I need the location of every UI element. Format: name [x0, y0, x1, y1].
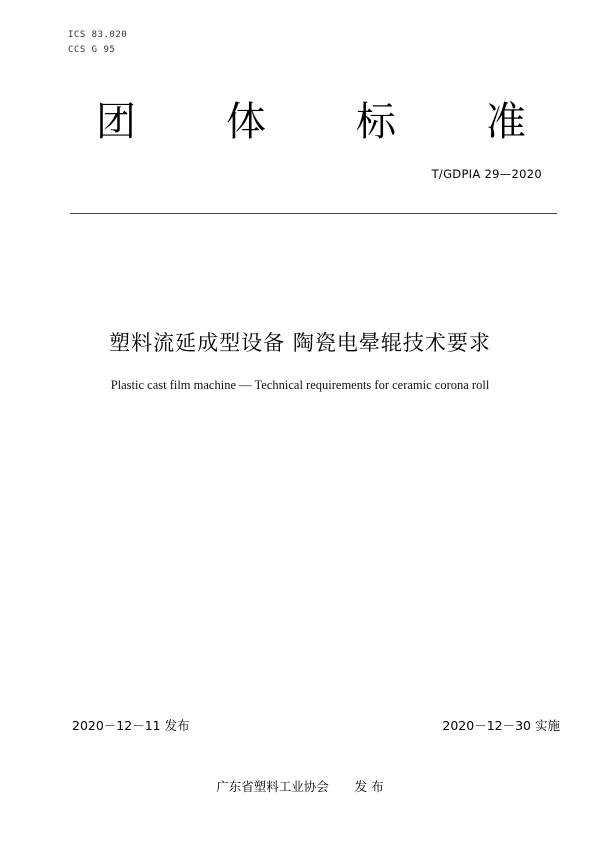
header-divider	[70, 213, 557, 214]
document-title-chinese: 塑料流延成型设备 陶瓷电晕辊技术要求	[109, 331, 491, 355]
standard-type-heading	[96, 98, 526, 146]
publish-action: 发 布	[354, 779, 384, 794]
issue-date: 2020－12－11 发布	[72, 718, 190, 733]
implementation-date: 2020－12－30 实施	[442, 718, 560, 733]
ccs-code: CCS G 95	[68, 45, 116, 55]
publisher-line	[0, 777, 600, 795]
heading-char-1: 团	[96, 99, 136, 145]
document-title-english: Plastic cast film machine — Technical requirements for ceramic corona roll	[110, 378, 490, 392]
heading-char-3: 标	[356, 99, 396, 145]
heading-char-4: 准	[486, 99, 526, 145]
publisher-name: 广东省塑料工业协会	[216, 779, 329, 794]
standard-number: T/GDPIA 29—2020	[431, 167, 542, 181]
heading-char-2: 体	[226, 99, 266, 145]
ics-code: ICS 83.020	[68, 30, 128, 40]
